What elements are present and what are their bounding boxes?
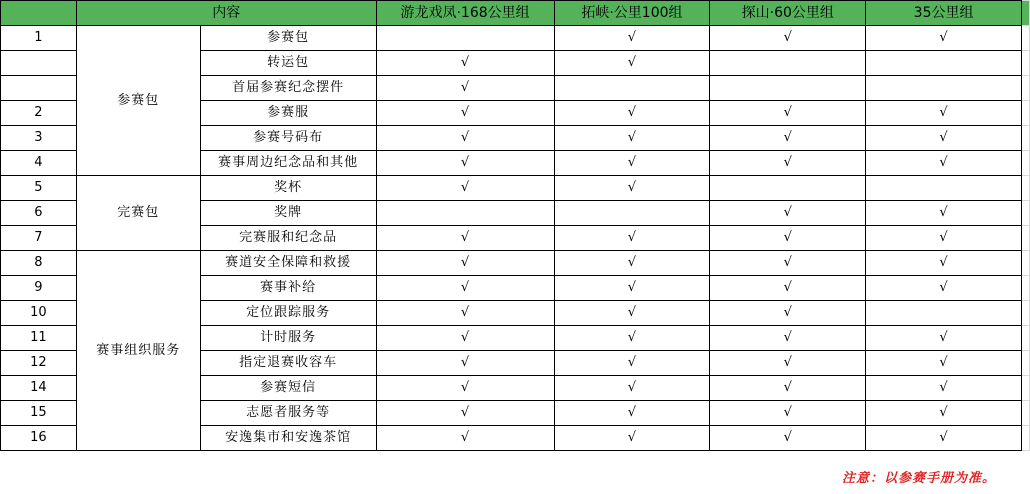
empty-cell[interactable] (1021, 226, 1029, 251)
row-number-cell[interactable]: 3 (1, 126, 77, 151)
check-cell-35[interactable]: √ (866, 426, 1022, 451)
item-cell[interactable]: 志愿者服务等 (200, 401, 376, 426)
check-cell-100[interactable]: √ (554, 226, 710, 251)
check-cell-100[interactable]: √ (554, 351, 710, 376)
item-cell[interactable]: 参赛号码布 (200, 126, 376, 151)
row-number-cell[interactable] (1, 51, 77, 76)
check-cell-100[interactable]: √ (554, 126, 710, 151)
note-text: 注意：以参赛手册为准。 (842, 471, 997, 486)
item-cell[interactable]: 首届参赛纪念摆件 (200, 76, 376, 101)
row-number-cell[interactable]: 6 (1, 201, 77, 226)
check-cell-60[interactable]: √ (710, 426, 866, 451)
check-cell-35[interactable]: √ (866, 101, 1022, 126)
empty-cell[interactable] (1021, 401, 1029, 426)
table-row (1, 26, 1030, 51)
check-cell-35[interactable]: √ (866, 401, 1022, 426)
category-cell-service[interactable]: 赛事组织服务 (76, 251, 200, 451)
check-cell-100[interactable]: √ (554, 426, 710, 451)
row-number-cell[interactable]: 10 (1, 301, 77, 326)
check-cell-60[interactable]: √ (710, 301, 866, 326)
row-number-cell[interactable]: 14 (1, 376, 77, 401)
check-cell-100[interactable]: √ (554, 301, 710, 326)
check-cell-60[interactable]: √ (710, 401, 866, 426)
empty-cell[interactable] (1021, 326, 1029, 351)
check-cell-35[interactable]: √ (866, 126, 1022, 151)
check-cell-60[interactable]: √ (710, 376, 866, 401)
empty-cell[interactable] (1021, 26, 1029, 51)
check-cell-168[interactable]: √ (376, 251, 554, 276)
table-row (1, 251, 1030, 276)
row-number-cell[interactable]: 8 (1, 251, 77, 276)
check-cell-168[interactable]: √ (376, 126, 554, 151)
header-group-35[interactable]: 35公里组 (866, 1, 1022, 26)
check-cell-35[interactable] (866, 51, 1022, 76)
check-cell-100[interactable]: √ (554, 26, 710, 51)
check-cell-60[interactable]: √ (710, 201, 866, 226)
check-cell-100[interactable] (554, 76, 710, 101)
check-cell-168[interactable] (376, 26, 554, 51)
row-number-cell[interactable]: 1 (1, 26, 77, 51)
check-cell-35[interactable]: √ (866, 201, 1022, 226)
header-number-cell[interactable] (1, 1, 77, 26)
item-cell[interactable]: 完赛服和纪念品 (200, 226, 376, 251)
table-row (1, 176, 1030, 201)
check-cell-35[interactable]: √ (866, 351, 1022, 376)
check-cell-100[interactable]: √ (554, 101, 710, 126)
check-cell-168[interactable]: √ (376, 326, 554, 351)
check-cell-168[interactable]: √ (376, 101, 554, 126)
category-cell-finish[interactable]: 完赛包 (76, 176, 200, 251)
check-cell-168[interactable]: √ (376, 226, 554, 251)
row-number-cell[interactable]: 2 (1, 101, 77, 126)
check-cell-60[interactable]: √ (710, 126, 866, 151)
row-number-cell[interactable] (1, 76, 77, 101)
item-cell[interactable]: 转运包 (200, 51, 376, 76)
check-cell-100[interactable]: √ (554, 326, 710, 351)
check-cell-35[interactable]: √ (866, 326, 1022, 351)
row-number-cell[interactable]: 5 (1, 176, 77, 201)
empty-cell[interactable] (1021, 251, 1029, 276)
row-number-cell[interactable]: 11 (1, 326, 77, 351)
check-cell-168[interactable]: √ (376, 351, 554, 376)
empty-cell[interactable] (1021, 1, 1029, 26)
item-cell[interactable]: 参赛短信 (200, 376, 376, 401)
check-cell-168[interactable] (376, 201, 554, 226)
check-cell-168[interactable]: √ (376, 76, 554, 101)
item-cell[interactable]: 指定退赛收容车 (200, 351, 376, 376)
item-cell[interactable]: 奖杯 (200, 176, 376, 201)
empty-cell[interactable] (1021, 176, 1029, 201)
check-cell-100[interactable] (554, 201, 710, 226)
item-cell[interactable]: 赛道安全保障和救援 (200, 251, 376, 276)
check-cell-168[interactable]: √ (376, 426, 554, 451)
check-cell-60[interactable]: √ (710, 276, 866, 301)
check-cell-35[interactable]: √ (866, 276, 1022, 301)
category-cell-pack[interactable]: 参赛包 (76, 26, 200, 176)
empty-cell[interactable] (1021, 376, 1029, 401)
row-number-cell[interactable]: 12 (1, 351, 77, 376)
item-cell[interactable]: 参赛包 (200, 26, 376, 51)
check-cell-35[interactable]: √ (866, 376, 1022, 401)
empty-cell[interactable] (1021, 301, 1029, 326)
check-cell-60[interactable]: √ (710, 151, 866, 176)
header-content[interactable]: 内容 (76, 1, 376, 26)
header-group-60[interactable]: 探山·60公里组 (710, 1, 866, 26)
check-cell-35[interactable]: √ (866, 251, 1022, 276)
check-cell-35[interactable] (866, 76, 1022, 101)
item-cell[interactable]: 赛事补给 (200, 276, 376, 301)
empty-cell[interactable] (1021, 101, 1029, 126)
check-cell-100[interactable]: √ (554, 251, 710, 276)
item-cell[interactable]: 定位跟踪服务 (200, 301, 376, 326)
check-cell-168[interactable]: √ (376, 176, 554, 201)
check-cell-168[interactable]: √ (376, 301, 554, 326)
check-cell-100[interactable]: √ (554, 376, 710, 401)
empty-cell[interactable] (1021, 76, 1029, 101)
check-cell-168[interactable]: √ (376, 151, 554, 176)
empty-cell[interactable] (1021, 276, 1029, 301)
item-cell[interactable]: 参赛服 (200, 101, 376, 126)
row-number-cell[interactable]: 4 (1, 151, 77, 176)
check-cell-100[interactable]: √ (554, 51, 710, 76)
check-cell-60[interactable]: √ (710, 251, 866, 276)
check-cell-60[interactable] (710, 51, 866, 76)
row-number-cell[interactable]: 9 (1, 276, 77, 301)
empty-cell[interactable] (1021, 201, 1029, 226)
empty-cell[interactable] (1021, 351, 1029, 376)
check-cell-35[interactable]: √ (866, 226, 1022, 251)
row-number-cell[interactable]: 15 (1, 401, 77, 426)
check-cell-35[interactable]: √ (866, 26, 1022, 51)
check-cell-60[interactable]: √ (710, 351, 866, 376)
check-cell-100[interactable]: √ (554, 276, 710, 301)
check-cell-100[interactable]: √ (554, 176, 710, 201)
check-cell-60[interactable]: √ (710, 326, 866, 351)
check-cell-100[interactable]: √ (554, 151, 710, 176)
check-cell-100[interactable]: √ (554, 401, 710, 426)
row-number-cell[interactable]: 16 (1, 426, 77, 451)
item-cell[interactable]: 计时服务 (200, 326, 376, 351)
check-cell-35[interactable]: √ (866, 151, 1022, 176)
empty-cell[interactable] (1021, 151, 1029, 176)
header-group-168[interactable]: 游龙戏凤·168公里组 (376, 1, 554, 26)
check-cell-60[interactable]: √ (710, 26, 866, 51)
row-number-cell[interactable]: 7 (1, 226, 77, 251)
check-cell-60[interactable]: √ (710, 101, 866, 126)
empty-cell[interactable] (1021, 126, 1029, 151)
check-cell-168[interactable]: √ (376, 376, 554, 401)
empty-cell[interactable] (1021, 426, 1029, 451)
empty-cell[interactable] (1021, 51, 1029, 76)
check-cell-35[interactable] (866, 301, 1022, 326)
header-row (1, 1, 1030, 26)
check-cell-35[interactable] (866, 176, 1022, 201)
check-cell-60[interactable] (710, 176, 866, 201)
header-group-100[interactable]: 拓峡·公里100组 (554, 1, 710, 26)
item-cell[interactable]: 安逸集市和安逸茶馆 (200, 426, 376, 451)
item-cell[interactable]: 赛事周边纪念品和其他 (200, 151, 376, 176)
check-cell-168[interactable]: √ (376, 51, 554, 76)
check-cell-168[interactable]: √ (376, 276, 554, 301)
item-cell[interactable]: 奖牌 (200, 201, 376, 226)
check-cell-60[interactable]: √ (710, 226, 866, 251)
check-cell-168[interactable]: √ (376, 401, 554, 426)
check-cell-60[interactable] (710, 76, 866, 101)
